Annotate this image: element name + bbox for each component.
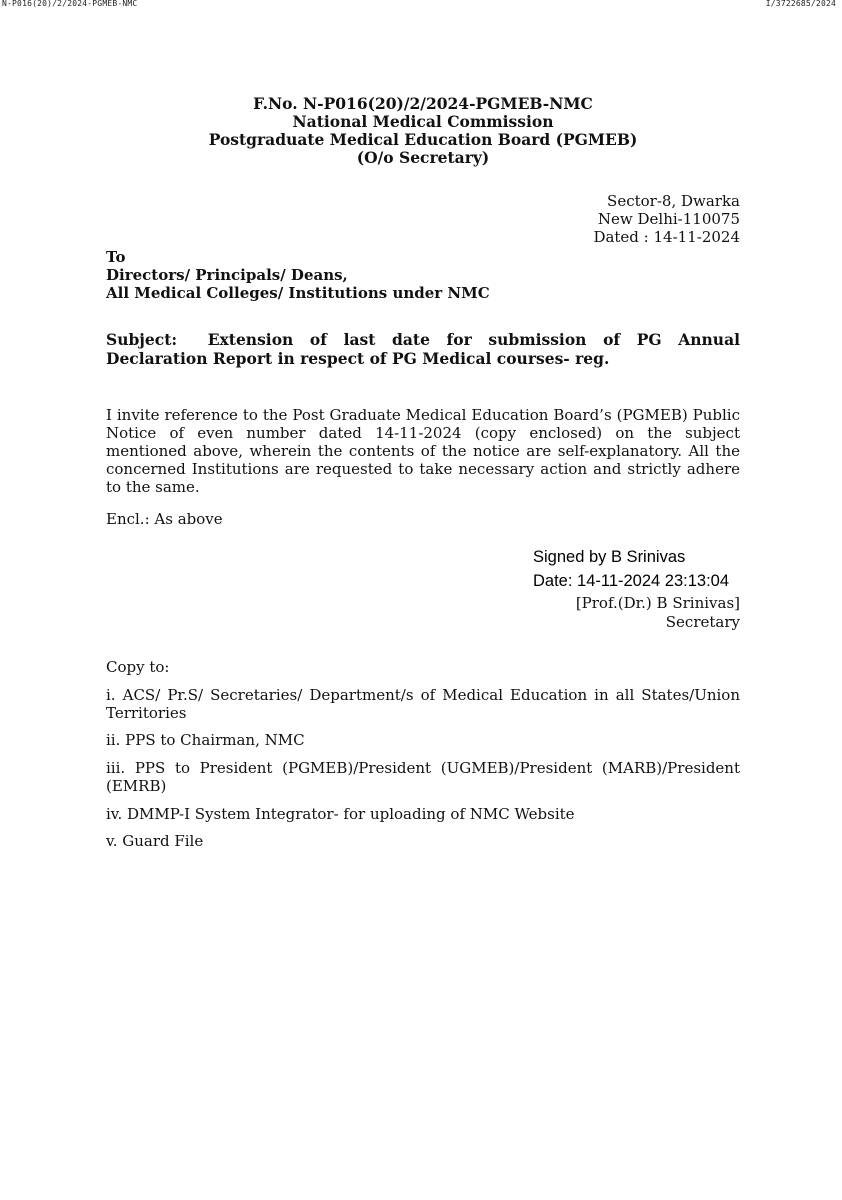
recipient-block [106,248,740,302]
page-header-receipt-ref: I/3722685/2024 [765,0,836,8]
subject-block [106,330,740,368]
board-name: Postgraduate Medical Education Board (PGMEB) [208,130,638,149]
recipient-line-2: All Medical Colleges/ Institutions under NMC [106,284,490,302]
copy-to-item: ii. PPS to Chairman, NMC [106,731,305,749]
copy-to-item: iii. PPS to President (PGMEB)/President (UGMEB)/President (MARB)/President (EMRB) [106,759,740,795]
page-header-file-ref: N-P016(20)/2/2024-PGMEB-NMC [2,0,138,8]
letter-date: Dated : 14-11-2024 [593,228,740,246]
copy-to-label: Copy to: [106,658,170,676]
signatory-designation: Secretary [665,613,740,631]
digital-signature-date: Date: 14-11-2024 23:13:04 [533,572,730,590]
enclosure-note: Encl.: As above [106,510,223,528]
digital-signature-name: Signed by B Srinivas [533,548,686,566]
organization-name: National Medical Commission [292,112,554,131]
address-line-1: Sector-8, Dwarka [607,192,740,210]
letter-heading [106,95,740,167]
copy-to-item: i. ACS/ Pr.S/ Secretaries/ Department/s of Medical Education in all States/Union Territories [106,686,740,722]
copy-to-item: iv. DMMP-I System Integrator- for uploading of NMC Website [106,805,575,823]
office-name: (O/o Secretary) [356,148,490,167]
address-line-2: New Delhi-110075 [597,210,740,228]
signatory-name: [Prof.(Dr.) B Srinivas] [575,594,740,612]
subject-label: Subject: [106,330,178,349]
subject-text: Extension of last date for submission of PG Annual Declaration Report in respect of PG Medical courses- reg. [106,330,740,368]
sender-address [593,192,740,246]
file-number: F.No. N-P016(20)/2/2024-PGMEB-NMC [253,94,593,113]
recipient-to: To [106,248,126,266]
copy-to-item: v. Guard File [106,832,204,850]
signatory-block [576,594,740,632]
body-paragraph: I invite reference to the Post Graduate Medical Education Board’s (PGMEB) Public Notice of even number dated 14-11-2024 (copy enclosed) on the subject mentioned above, wherein the contents of the notice are self-explanatory. All the concerned Institutions are requested to take necessary action and strictly adhere to the same. [106,406,740,496]
recipient-line-1: Directors/ Principals/ Deans, [106,266,348,284]
